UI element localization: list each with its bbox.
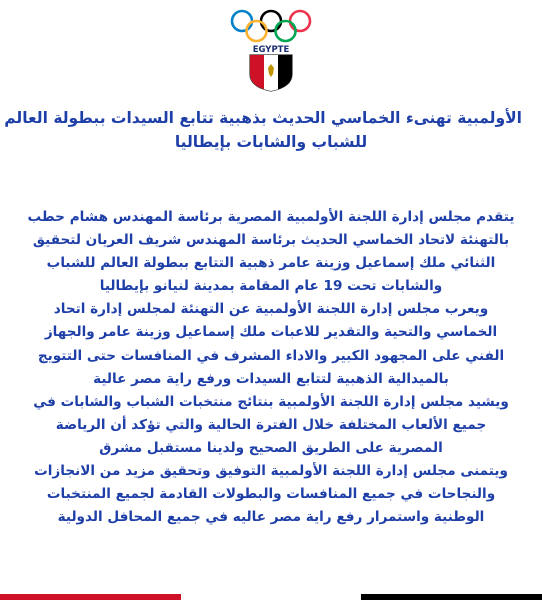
body-line: والشابات تحت 19 عام المقامة بمدينة لنيانو بإيطاليا: [99, 278, 443, 295]
body-line: ويشيد مجلس إدارة اللجنة الأولمبية بنتائج منتخبات الشباب والشابات في: [33, 393, 509, 410]
flag-stripe-white: [181, 594, 362, 600]
body-line: المصرية على الطريق الصحيح ولدينا مستقبل مشرق: [99, 439, 443, 456]
headline-line: الأولمبية تهنىء الخماسي الحديث بذهبية تتابع السيدات ببطولة العالم: [4, 109, 522, 127]
egypt-olympic-committee-logo: [228, 8, 314, 92]
body-line: ويعرب مجلس إدارة اللجنة الأولمبية عن التهنئة لمجلس إدارة اتحاد: [53, 301, 489, 318]
body-line: والنجاحات في جميع المنافسات والبطولات القادمة لجميع المنتخبات: [46, 486, 496, 503]
logo-text: EGYPTE: [252, 45, 290, 55]
body-line: ويتمنى مجلس إدارة اللجنة الأولمبية التوفيق وتحقيق مزيد من الانجازات: [34, 463, 508, 480]
body-line: الفني على المجهود الكبير والاداء المشرف في المنافسات حتى التتويج: [37, 347, 505, 364]
headline-line: للشباب والشابات بإيطاليا: [174, 133, 368, 151]
flag-shield-icon: [250, 55, 292, 92]
body-line: يتقدم مجلس إدارة اللجنة الأولمبية المصرية برئاسة المهندس هشام حطب: [27, 209, 515, 225]
body-line: بالميدالية الذهبية لتتابع السيدات ورفع راية مصر عالية: [93, 370, 449, 387]
article-body: [6, 206, 536, 529]
body-line: الوطنية واستمرار رفع راية مصر عاليه في جميع المحافل الدولية: [57, 509, 485, 526]
body-line: الثنائي ملك إسماعيل وزينة عامر ذهبية التتابع ببطولة العالم للشباب: [46, 255, 496, 272]
body-line: الخماسي والتحية والتقدير للاعبات ملك إسماعيل وزينة عامر والجهاز: [44, 324, 498, 341]
olympic-rings-icon: [228, 8, 314, 92]
flag-stripe-black: [361, 594, 542, 600]
headline: [4, 106, 522, 154]
body-line: جميع الألعاب المختلفة خلال الفترة الحالية والتي تؤكد أن الرياضة: [55, 416, 487, 433]
flag-color-bar: [0, 594, 542, 600]
body-line: بالتهنئة لاتحاد الخماسي الحديث برئاسة المهندس شريف العريان لتحقيق: [32, 232, 510, 249]
flag-stripe-red: [0, 594, 181, 600]
